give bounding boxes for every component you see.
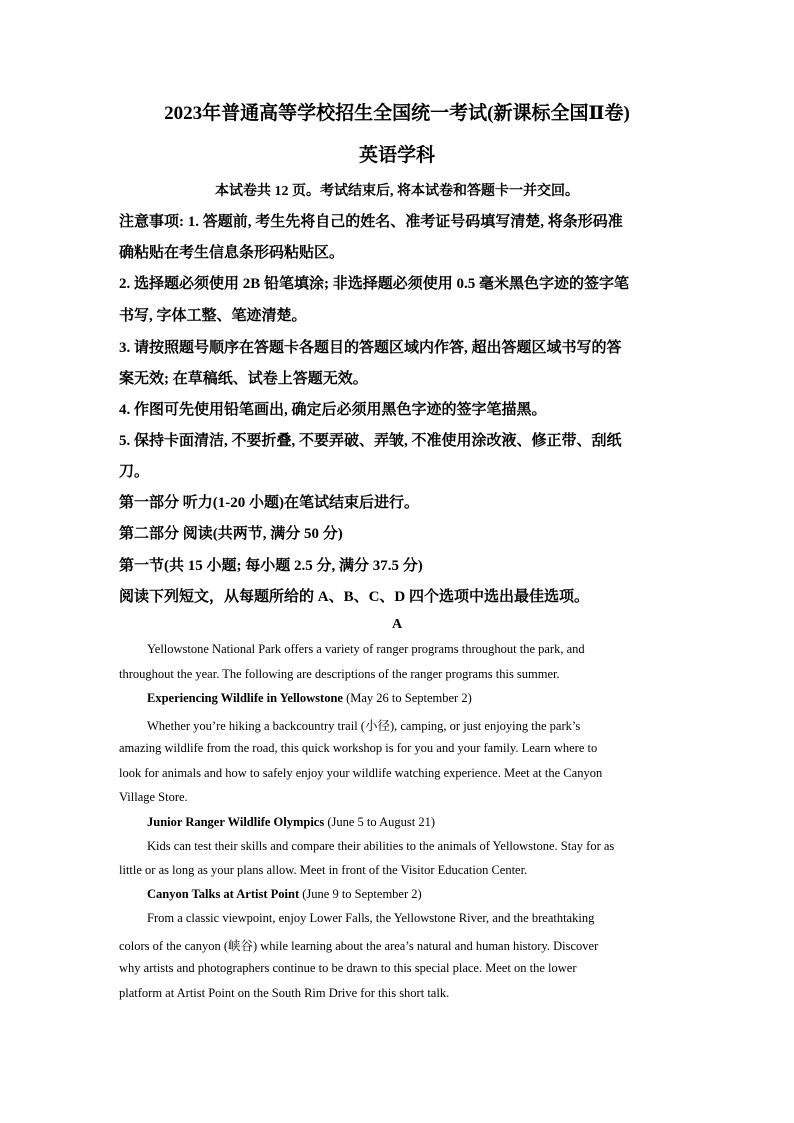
program-2-line-2: little or as long as your plans allow. Meet in front of the Visitor Education Center. [119,863,528,877]
part-one-heading: 第一部分 听力(1-20 小题)在笔试结束后进行。 [119,495,419,511]
program-3-line-2: colors of the canyon (峡谷) while learning about the area’s natural and human history. Discover [119,939,599,953]
program-3-line-1: From a classic viewpoint, enjoy Lower Falls, the Yellowstone River, and the breathtaking [147,911,595,925]
program-1-dates: (May 26 to September 2) [342,691,472,705]
passage-intro-line-2: throughout the year. The following are descriptions of the ranger programs this summer. [119,667,560,681]
program-1-line-3: look for animals and how to safely enjoy your wildlife watching experience. Meet at the Canyon [119,766,603,780]
section-one-heading: 第一节(共 15 小题; 每小题 2.5 分, 满分 37.5 分) [119,558,423,574]
notes-line-1: 注意事项: 1. 答题前, 考生先将自己的姓名、准考证号码填写清楚, 将条形码准 [119,214,623,230]
notes-line-2: 确粘贴在考生信息条形码粘贴区。 [119,245,345,261]
program-1-line-2: amazing wildlife from the road, this quick workshop is for you and your family. Learn where to [119,741,598,755]
program-3-heading [147,887,679,902]
program-2-heading [147,815,679,830]
program-1-heading [147,691,679,706]
program-2-name: Junior Ranger Wildlife Olympics [147,815,325,829]
passage-intro-line-1: Yellowstone National Park offers a variety of ranger programs throughout the park, and [147,642,585,656]
exam-title: 2023年普通高等学校招生全国统一考试(新课标全国Ⅱ卷) [164,103,630,124]
program-3-name: Canyon Talks at Artist Point [147,887,300,901]
notes-line-9: 刀。 [119,464,150,480]
program-3-line-3: why artists and photographers continue to be drawn to this special place. Meet on the lower [119,961,577,975]
exam-intro: 本试卷共 12 页。考试结束后, 将本试卷和答题卡一并交回。 [215,184,579,199]
program-3-dates: (June 9 to September 2) [299,887,422,901]
notes-line-8: 5. 保持卡面清洁, 不要折叠, 不要弄破、弄皱, 不准使用涂改液、修正带、刮纸 [119,433,622,449]
part-two-heading: 第二部分 阅读(共两节, 满分 50 分) [119,526,343,542]
notes-line-4: 书写, 字体工整、笔迹清楚。 [119,308,307,324]
notes-line-6: 案无效; 在草稿纸、试卷上答题无效。 [119,371,368,387]
program-1-name: Experiencing Wildlife in Yellowstone [147,691,343,705]
notes-line-3: 2. 选择题必须使用 2B 铅笔填涂; 非选择题必须使用 0.5 毫米黑色字迹的签字笔 [119,276,630,292]
passage-label: A [391,617,403,632]
reading-instruction: 阅读下列短文，从每题所给的 A、B、C、D 四个选项中选出最佳选项。 [119,589,590,605]
subject-title: 英语学科 [358,145,435,166]
notes-line-7: 4. 作图可先使用铅笔画出, 确定后必须用黑色字迹的签字笔描黑。 [119,402,547,418]
program-3-line-4: platform at Artist Point on the South Rim Drive for this short talk. [119,986,450,1000]
notes-line-5: 3. 请按照题号顺序在答题卡各题目的答题区域内作答, 超出答题区域书写的答 [119,340,622,356]
program-1-line-4: Village Store. [119,790,188,804]
program-1-line-1: Whether you’re hiking a backcountry trail (小径), camping, or just enjoying the park’s [147,719,581,733]
program-2-dates: (June 5 to August 21) [324,815,435,829]
program-2-line-1: Kids can test their skills and compare their abilities to the animals of Yellowstone. Stay for as [147,839,615,853]
